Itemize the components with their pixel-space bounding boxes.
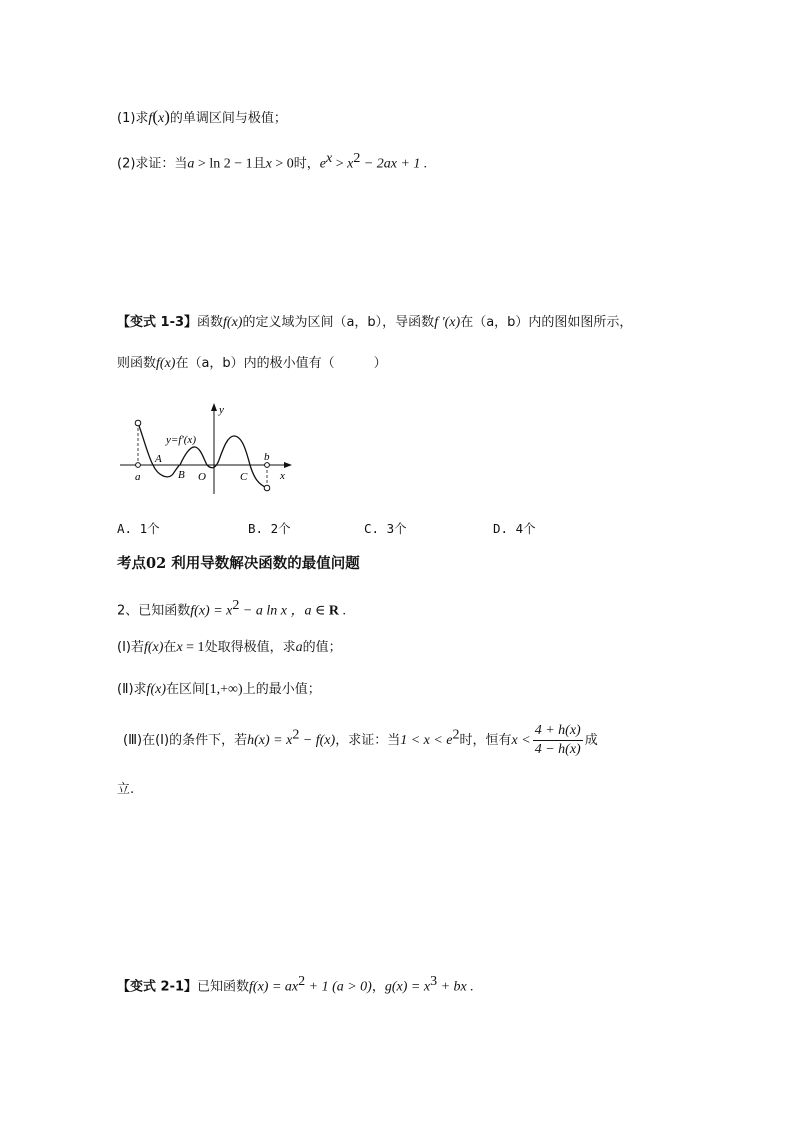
q2-p2-t1: (Ⅱ)求 xyxy=(117,682,147,697)
var21-f-sup: 2 xyxy=(298,974,306,989)
q2-part1 xyxy=(117,638,342,658)
label-O: O xyxy=(198,471,206,483)
q2-p3-numerator: 4 + h(x) xyxy=(533,722,583,741)
q1-part2-cond2: > 0 xyxy=(271,156,294,172)
q2-part3 xyxy=(123,722,598,759)
option-b[interactable]: B. 2个 xyxy=(248,521,291,536)
q2-p1-f: f xyxy=(143,640,148,655)
var21-t1: 已知函数 xyxy=(197,979,250,995)
open-point-a-axis xyxy=(136,463,141,468)
q2-p1-eq: = 1 xyxy=(182,640,205,655)
q2-p1-fx: (x) xyxy=(147,640,164,655)
x-axis-arrow xyxy=(284,462,292,468)
open-point-b-axis xyxy=(265,463,270,468)
open-point-a-top xyxy=(135,420,141,426)
q2-p3-denominator: 4 − h(x) xyxy=(534,742,581,757)
q2-stem-t1: 2、已知函数 xyxy=(117,603,191,619)
label-C: C xyxy=(240,471,248,483)
var21-f: f xyxy=(249,979,253,995)
q1-part1-func: f xyxy=(148,111,153,126)
q1-part2-x2-sup: 2 xyxy=(353,151,361,166)
label-A: A xyxy=(155,453,162,465)
q2-p3-hx: (x) = xyxy=(254,733,287,748)
q2-p2-interval: [1,+∞) xyxy=(205,682,243,697)
q2-p3-t3: 时，恒有 xyxy=(459,733,512,748)
q2-p1-t3: 处取得极值，求 xyxy=(204,640,296,655)
var21-g-sup: 3 xyxy=(430,974,438,989)
q2-p2-t3: 上的最小值； xyxy=(242,682,321,697)
q2-p3-fraction xyxy=(533,722,583,759)
var13-line1-t2: 的定义域为区间（a，b），导函数 xyxy=(242,315,435,330)
q2-p1-t1: (Ⅰ)若 xyxy=(117,640,144,655)
q1-part2-and: 且 xyxy=(252,156,266,172)
var13-line1-fp: f ′ xyxy=(434,315,445,330)
q2-p2-t2: 在区间 xyxy=(165,682,205,697)
q2-stem-x-sup: 2 xyxy=(232,598,240,613)
q1-part1-var: x xyxy=(157,111,165,126)
q1-part2 xyxy=(117,149,427,174)
q1-part2-cond1: > ln 2 − 1 xyxy=(194,156,253,172)
q1-part2-gt: > xyxy=(332,156,348,172)
q2-p1-a: a xyxy=(295,640,303,655)
var13-line1-t1: 函数 xyxy=(197,315,224,330)
var21-g-rest: + bx . xyxy=(437,979,474,995)
q1-part1-paren-left: ( xyxy=(152,107,158,126)
q1-part1 xyxy=(117,107,287,129)
q1-part2-x2: x xyxy=(347,156,354,172)
var13-line2-t1: 则函数 xyxy=(117,356,157,371)
q1-part2-e-sup: x xyxy=(325,151,333,166)
q2-stem-R: R xyxy=(328,603,339,619)
q2-stem-a: a xyxy=(304,603,312,619)
var13-line2-t2: 在（a，b）内的极小值有（ ） xyxy=(175,356,387,371)
q2-p3-x-sup: 2 xyxy=(292,727,300,743)
derivative-graph xyxy=(116,398,294,498)
label-a: a xyxy=(135,471,141,483)
q1-part1-rest: 的单调区间与极值； xyxy=(169,111,287,126)
q2-p1-t2: 在 xyxy=(163,640,177,655)
q1-part1-prefix: (1)求 xyxy=(117,111,149,126)
q2-p1-t4: 的值； xyxy=(302,640,342,655)
var13-line2-f: f xyxy=(156,356,160,371)
var21-comma: ， xyxy=(371,979,385,995)
q2-p3-ineq: 1 < x < e xyxy=(400,733,453,748)
label-y: y xyxy=(219,404,224,416)
y-axis-arrow xyxy=(211,403,217,411)
q2-stem-in: ∈ xyxy=(311,603,329,619)
q2-p3-x: x xyxy=(286,733,293,748)
q1-part2-prefix: (2)求证：当 xyxy=(117,156,188,172)
q2-stem-rest: − a ln x ， xyxy=(239,603,305,619)
option-a[interactable]: A. 1个 xyxy=(117,521,160,536)
var13-line2-fx: (x) xyxy=(159,356,176,371)
option-c[interactable]: C. 3个 xyxy=(364,521,407,536)
q1-part1-paren-right: ) xyxy=(164,107,170,126)
q2-part3-tail: 立. xyxy=(117,782,135,797)
q2-p1-x: x xyxy=(176,640,183,655)
q2-stem-fx: (x) = xyxy=(194,603,227,619)
q2-p3-xlt: x < xyxy=(511,733,531,748)
var21-tag: 【变式 2-1】 xyxy=(117,979,198,995)
q2-p3-t2: ，求证：当 xyxy=(335,733,401,748)
q2-stem-x: x xyxy=(226,603,233,619)
q1-part2-x: x xyxy=(265,156,272,172)
label-curve: y=f′(x) xyxy=(166,434,196,446)
q1-part2-e: e xyxy=(319,156,326,172)
label-b: b xyxy=(264,451,270,463)
q2-stem xyxy=(117,596,346,621)
option-d[interactable]: D. 4个 xyxy=(493,521,536,536)
var21-line xyxy=(117,972,474,997)
var13-tag: 【变式 1-3】 xyxy=(117,315,198,330)
q2-p3-t1: (Ⅲ)在(Ⅰ)的条件下，若 xyxy=(123,733,248,748)
q2-p2-fx: (x) xyxy=(150,682,166,697)
var13-line1-t3: 在（a，b）内的图如图所示， xyxy=(460,315,633,330)
var13-line1-fx: (x) xyxy=(226,315,243,330)
q2-p2-f: f xyxy=(146,682,151,697)
q2-p3-t4: 成 xyxy=(584,733,598,748)
var21-gx: (x) = x xyxy=(391,979,431,995)
var13-line1-fpx: (x) xyxy=(444,315,461,330)
label-x: x xyxy=(280,470,285,482)
q1-part2-a: a xyxy=(187,156,195,172)
q2-stem-end: . xyxy=(338,603,346,619)
label-B: B xyxy=(178,469,185,481)
q2-stem-f: f xyxy=(190,603,195,619)
var21-f-rest: + 1 (a > 0) xyxy=(305,979,372,995)
section-title: 考点02 利用导数解决函数的最值问题 xyxy=(117,555,360,572)
var21-fx: (x) = ax xyxy=(252,979,299,995)
var13-line2 xyxy=(117,354,387,374)
var13-line1 xyxy=(117,313,632,333)
q2-p3-ineq-sup: 2 xyxy=(452,727,460,743)
q2-p3-h: h xyxy=(247,733,255,748)
var13-line1-f: f xyxy=(223,315,227,330)
q1-part2-rest: − 2ax + 1 . xyxy=(360,156,428,172)
var21-g: g xyxy=(384,979,392,995)
q1-part2-time: 时， xyxy=(293,156,320,172)
open-point-b-bottom xyxy=(264,485,270,491)
q2-p3-minus: − f(x) xyxy=(299,733,336,748)
q2-part2 xyxy=(117,680,321,700)
